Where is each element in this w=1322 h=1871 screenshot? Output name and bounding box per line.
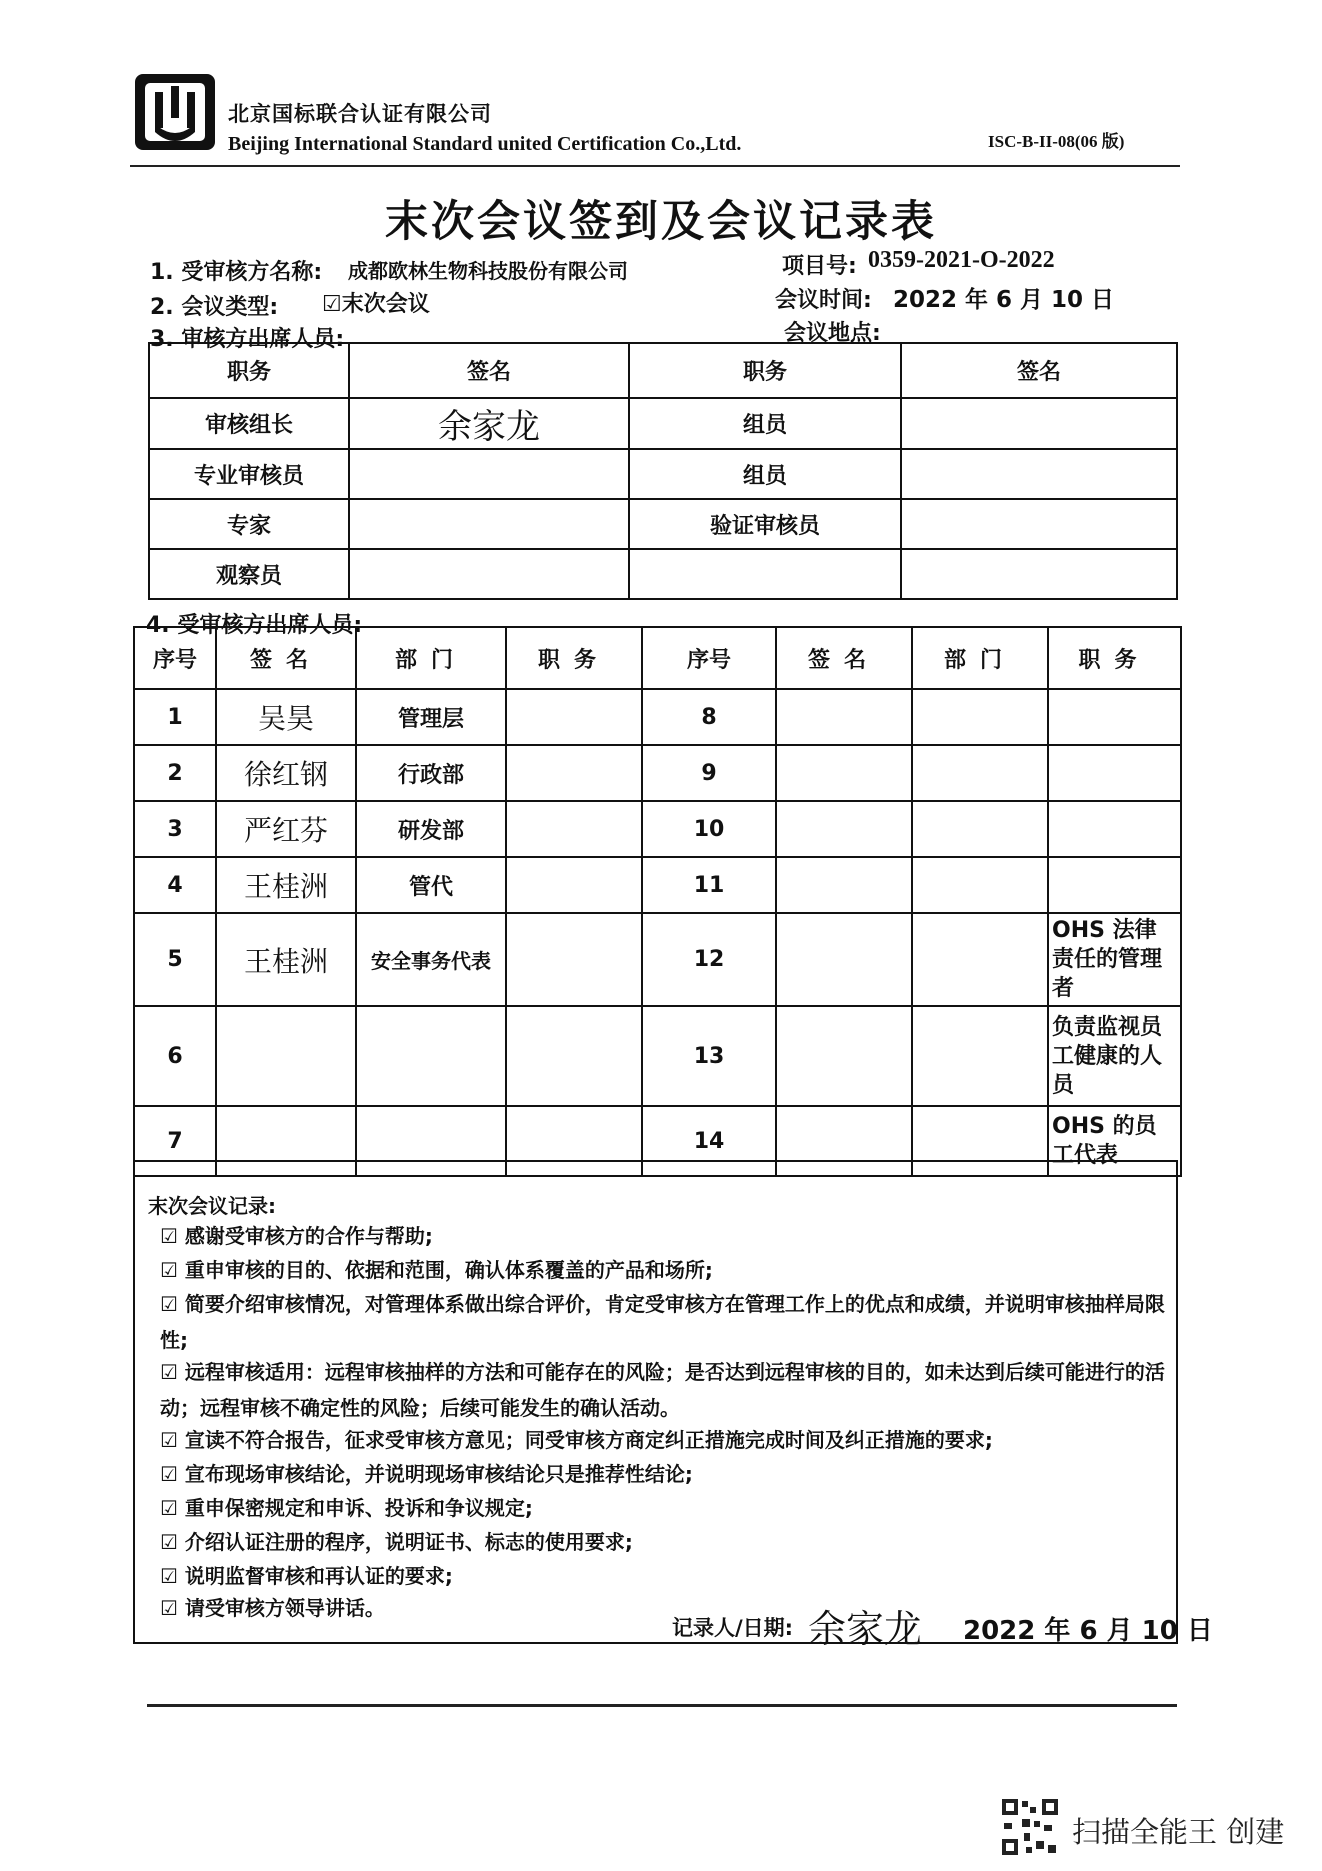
record-item: ☑ 感谢受审核方的合作与帮助; (160, 1224, 433, 1248)
record-item: ☑ 重申保密规定和申诉、投诉和争议规定; (160, 1496, 533, 1520)
department-cell: 管理层 (356, 689, 506, 745)
signature-cell (901, 449, 1177, 499)
signature-cell (776, 745, 912, 801)
table-row (134, 1006, 1181, 1106)
table-header-row (134, 627, 1181, 689)
signature-cell (349, 499, 629, 549)
seq-cell: 13 (642, 1006, 776, 1106)
auditor-attendance-table (148, 342, 1178, 600)
position-cell (506, 1006, 642, 1106)
record-item: ☑ 请受审核方领导讲话。 (160, 1596, 385, 1620)
department-cell: 管代 (356, 857, 506, 913)
header-cell: 职务 (629, 343, 901, 398)
recorder-signature: 余家龙 (808, 1607, 923, 1651)
position-note-cell: OHS 的员工代表 (1048, 1106, 1181, 1176)
auditee-attendance-table (133, 626, 1182, 1177)
position-cell (1048, 689, 1181, 745)
signature-cell (901, 398, 1177, 449)
header-cell: 部门 (356, 627, 506, 689)
project-no-label: 项目号: (782, 254, 857, 279)
department-cell (912, 689, 1048, 745)
position-note-cell: 负责监视员工健康的人员 (1048, 1006, 1181, 1106)
meeting-record-title: 末次会议记录: (148, 1194, 276, 1218)
seq-cell: 6 (134, 1006, 216, 1106)
table-row (149, 398, 1177, 449)
signature-cell (901, 549, 1177, 599)
auditee-name-label: 1. 受审核方名称: (150, 260, 323, 285)
signature-cell (349, 449, 629, 499)
company-logo (133, 72, 217, 152)
role-cell: 验证审核员 (629, 499, 901, 549)
company-name-en: Beijing International Standard united Certification Co.,Ltd. (228, 133, 742, 155)
position-note-cell: OHS 法律责任的管理者 (1048, 913, 1181, 1006)
role-cell: 审核组长 (149, 398, 349, 449)
seq-cell: 1 (134, 689, 216, 745)
footer-divider (147, 1704, 1177, 1707)
seq-cell: 4 (134, 857, 216, 913)
record-item: ☑ 说明监督审核和再认证的要求; (160, 1564, 453, 1588)
header-divider (130, 165, 1180, 167)
recorder-label: 记录人/日期: (672, 1616, 794, 1640)
position-cell (506, 689, 642, 745)
record-item: ☑ 远程审核适用：远程审核抽样的方法和可能存在的风险；是否达到远程审核的目的，如未达到后续可能进行的活动；远程审核不确定性的风险；后续可能发生的确认活动。 (160, 1360, 1165, 1420)
table-row (149, 499, 1177, 549)
position-cell (506, 857, 642, 913)
meeting-time-value: 2022 年 6 月 10 日 (893, 287, 1115, 313)
meeting-type-value: ☑末次会议 (322, 292, 430, 317)
header-cell: 签名 (216, 627, 356, 689)
signature-cell: 吴昊 (216, 689, 356, 745)
recorder-date: 2022 年 6 月 10 日 (963, 1616, 1213, 1646)
role-cell: 组员 (629, 398, 901, 449)
seq-cell: 9 (642, 745, 776, 801)
signature-cell: 严红芬 (216, 801, 356, 857)
department-cell (912, 913, 1048, 1006)
meeting-time-label: 会议时间: (775, 288, 872, 313)
table-row (134, 913, 1181, 1006)
role-cell: 组员 (629, 449, 901, 499)
table-row (134, 801, 1181, 857)
header-cell: 序号 (642, 627, 776, 689)
signature-cell (776, 1006, 912, 1106)
record-item: ☑ 宣布现场审核结论，并说明现场审核结论只是推荐性结论; (160, 1462, 693, 1486)
department-cell (356, 1006, 506, 1106)
position-cell (506, 913, 642, 1006)
position-cell (506, 745, 642, 801)
record-item: ☑ 介绍认证注册的程序，说明证书、标志的使用要求; (160, 1530, 633, 1554)
department-cell: 安全事务代表 (356, 913, 506, 1006)
table-row (149, 449, 1177, 499)
seq-cell: 2 (134, 745, 216, 801)
header-cell: 部门 (912, 627, 1048, 689)
project-no-value: 0359-2021-O-2022 (868, 247, 1055, 273)
header-cell: 签名 (901, 343, 1177, 398)
table-header-row (149, 343, 1177, 398)
position-cell (506, 801, 642, 857)
signature-cell (901, 499, 1177, 549)
meeting-place-label: 会议地点: (784, 321, 881, 346)
header-cell: 职务 (1048, 627, 1181, 689)
header-cell: 签名 (776, 627, 912, 689)
role-cell (629, 549, 901, 599)
signature-cell (776, 913, 912, 1006)
record-item: ☑ 重申审核的目的、依据和范围，确认体系覆盖的产品和场所; (160, 1258, 713, 1282)
position-cell (1048, 857, 1181, 913)
position-cell (1048, 801, 1181, 857)
record-item: ☑ 简要介绍审核情况，对管理体系做出综合评价，肯定受审核方在管理工作上的优点和成绩，并说明审核抽样局限性; (160, 1292, 1165, 1352)
company-name-cn: 北京国标联合认证有限公司 (228, 102, 492, 126)
department-cell (912, 801, 1048, 857)
auditor-section-label: 3. 审核方出席人员: (150, 327, 345, 352)
department-cell: 行政部 (356, 745, 506, 801)
record-item: ☑ 宣读不符合报告，征求受审核方意见；同受审核方商定纠正措施完成时间及纠正措施的要求; (160, 1428, 993, 1452)
header-cell: 职务 (506, 627, 642, 689)
header-cell: 签名 (349, 343, 629, 398)
seq-cell: 5 (134, 913, 216, 1006)
signature-cell (216, 1006, 356, 1106)
department-cell: 研发部 (356, 801, 506, 857)
seq-cell: 8 (642, 689, 776, 745)
table-row (149, 549, 1177, 599)
document-code: ISC-B-II-08(06 版) (988, 132, 1125, 151)
header-cell: 职务 (149, 343, 349, 398)
role-cell: 观察员 (149, 549, 349, 599)
table-row (134, 689, 1181, 745)
seq-cell: 7 (134, 1106, 216, 1176)
seq-cell: 3 (134, 801, 216, 857)
header-cell: 序号 (134, 627, 216, 689)
signature-cell (776, 801, 912, 857)
table-row (134, 745, 1181, 801)
seq-cell: 10 (642, 801, 776, 857)
auditee-section-label: 4. 受审核方出席人员: (146, 613, 363, 638)
position-cell (1048, 745, 1181, 801)
seq-cell: 12 (642, 913, 776, 1006)
signature-cell: 王桂洲 (216, 913, 356, 1006)
role-cell: 专业审核员 (149, 449, 349, 499)
table-row (134, 857, 1181, 913)
seq-cell: 14 (642, 1106, 776, 1176)
signature-cell: 余家龙 (349, 398, 629, 449)
signature-cell: 徐红钢 (216, 745, 356, 801)
meeting-type-label: 2. 会议类型: (150, 295, 279, 320)
signature-cell (776, 857, 912, 913)
department-cell (912, 857, 1048, 913)
scanner-watermark-text: 扫描全能王 创建 (1072, 1815, 1285, 1849)
department-cell (912, 745, 1048, 801)
page-title: 末次会议签到及会议记录表 (385, 197, 937, 247)
signature-cell (349, 549, 629, 599)
signature-cell: 王桂洲 (216, 857, 356, 913)
auditee-name-value: 成都欧林生物科技股份有限公司 (348, 259, 628, 283)
qr-code-icon (1000, 1797, 1060, 1857)
seq-cell: 11 (642, 857, 776, 913)
role-cell: 专家 (149, 499, 349, 549)
department-cell (912, 1006, 1048, 1106)
signature-cell (776, 689, 912, 745)
